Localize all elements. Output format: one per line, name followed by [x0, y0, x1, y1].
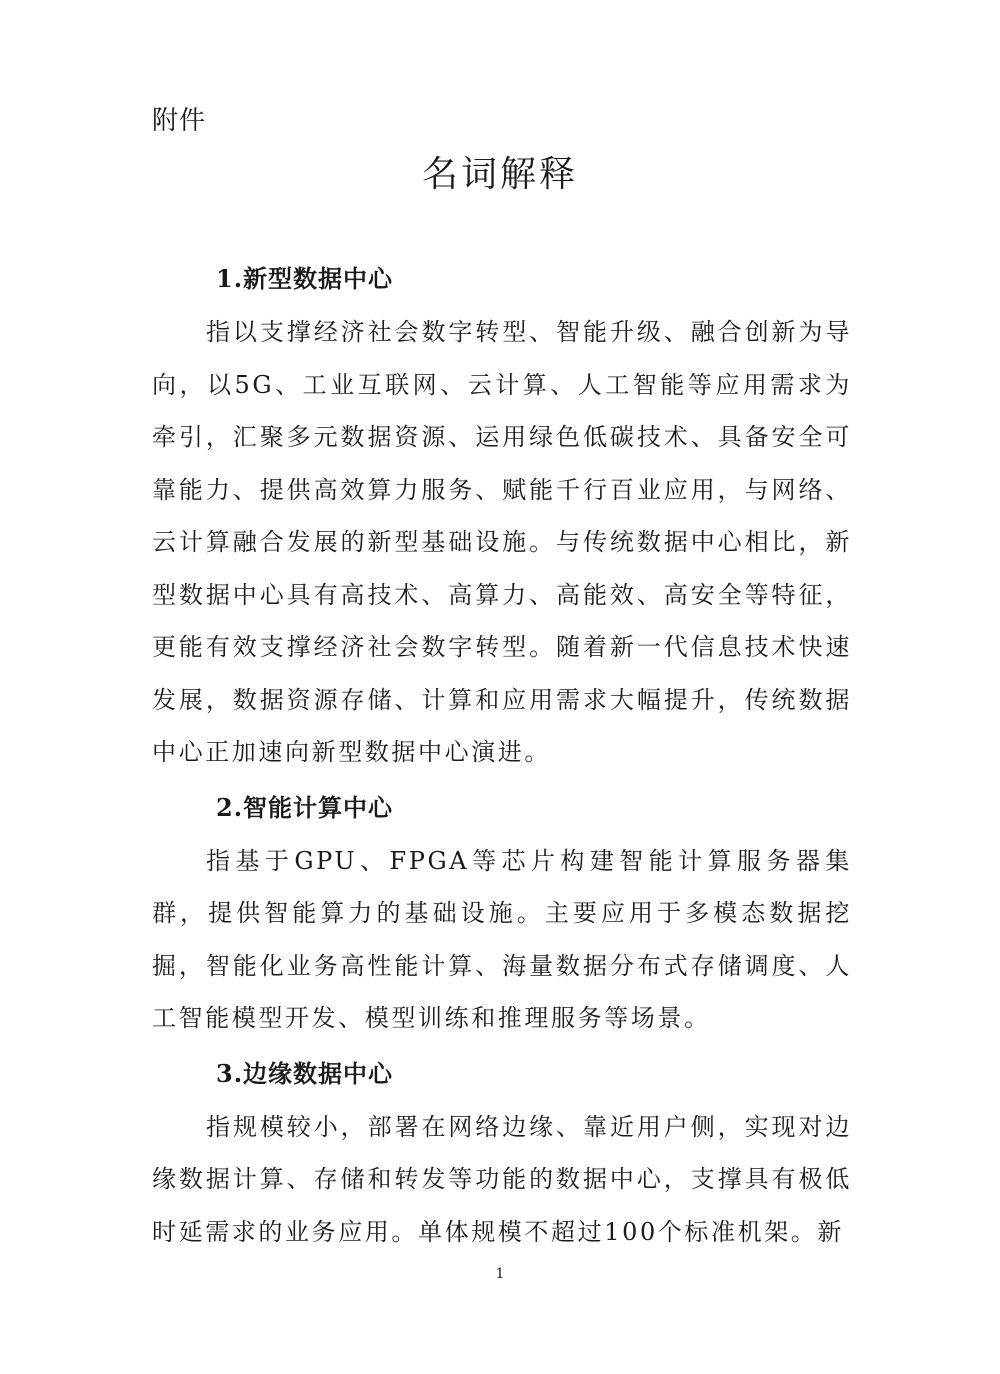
section-body-edge-data-center: 指规模较小，部署在网络边缘、靠近用户侧，实现对边缘数据计算、存储和转发等功能的数据中心，支撑具有极低时延需求的业务应用。单体规模不超过100个标准机架。新	[152, 1112, 852, 1246]
page-number: 1	[495, 1266, 505, 1282]
document-body	[152, 252, 852, 1258]
section-body-intelligent-computing-center: 指基于GPU、FPGA等芯片构建智能计算服务器集群，提供智能算力的基础设施。主要应用于多模态数据挖掘，智能化业务高性能计算、海量数据分布式存储调度、人工智能模型开发、模型训练和推理服务等场景。	[152, 846, 852, 1032]
section-body-new-data-center: 指以支撑经济社会数字转型、智能升级、融合创新为导向，以5G、工业互联网、云计算、人工智能等应用需求为牵引，汇聚多元数据资源、运用绿色低碳技术、具备安全可靠能力、提供高效算力服务、赋能千行百业应用，与网络、云计算融合发展的新型基础设施。与传统数据中心相比，新型数据中心具有高技术、高算力、高能效、高安全等特征，更能有效支撑经济社会数字转型。随着新一代信息技术快速发展，数据资源存储、计算和应用需求大幅提升，传统数据中心正加速向新型数据中心演进。	[152, 318, 852, 766]
attachment-label: 附件	[152, 106, 207, 136]
page-title: 名词解释	[421, 154, 578, 195]
section-heading-intelligent-computing-center: 2.智能计算中心	[216, 792, 394, 822]
section-heading-edge-data-center: 3.边缘数据中心	[216, 1058, 394, 1088]
section-heading-new-data-center: 1.新型数据中心	[216, 264, 394, 293]
